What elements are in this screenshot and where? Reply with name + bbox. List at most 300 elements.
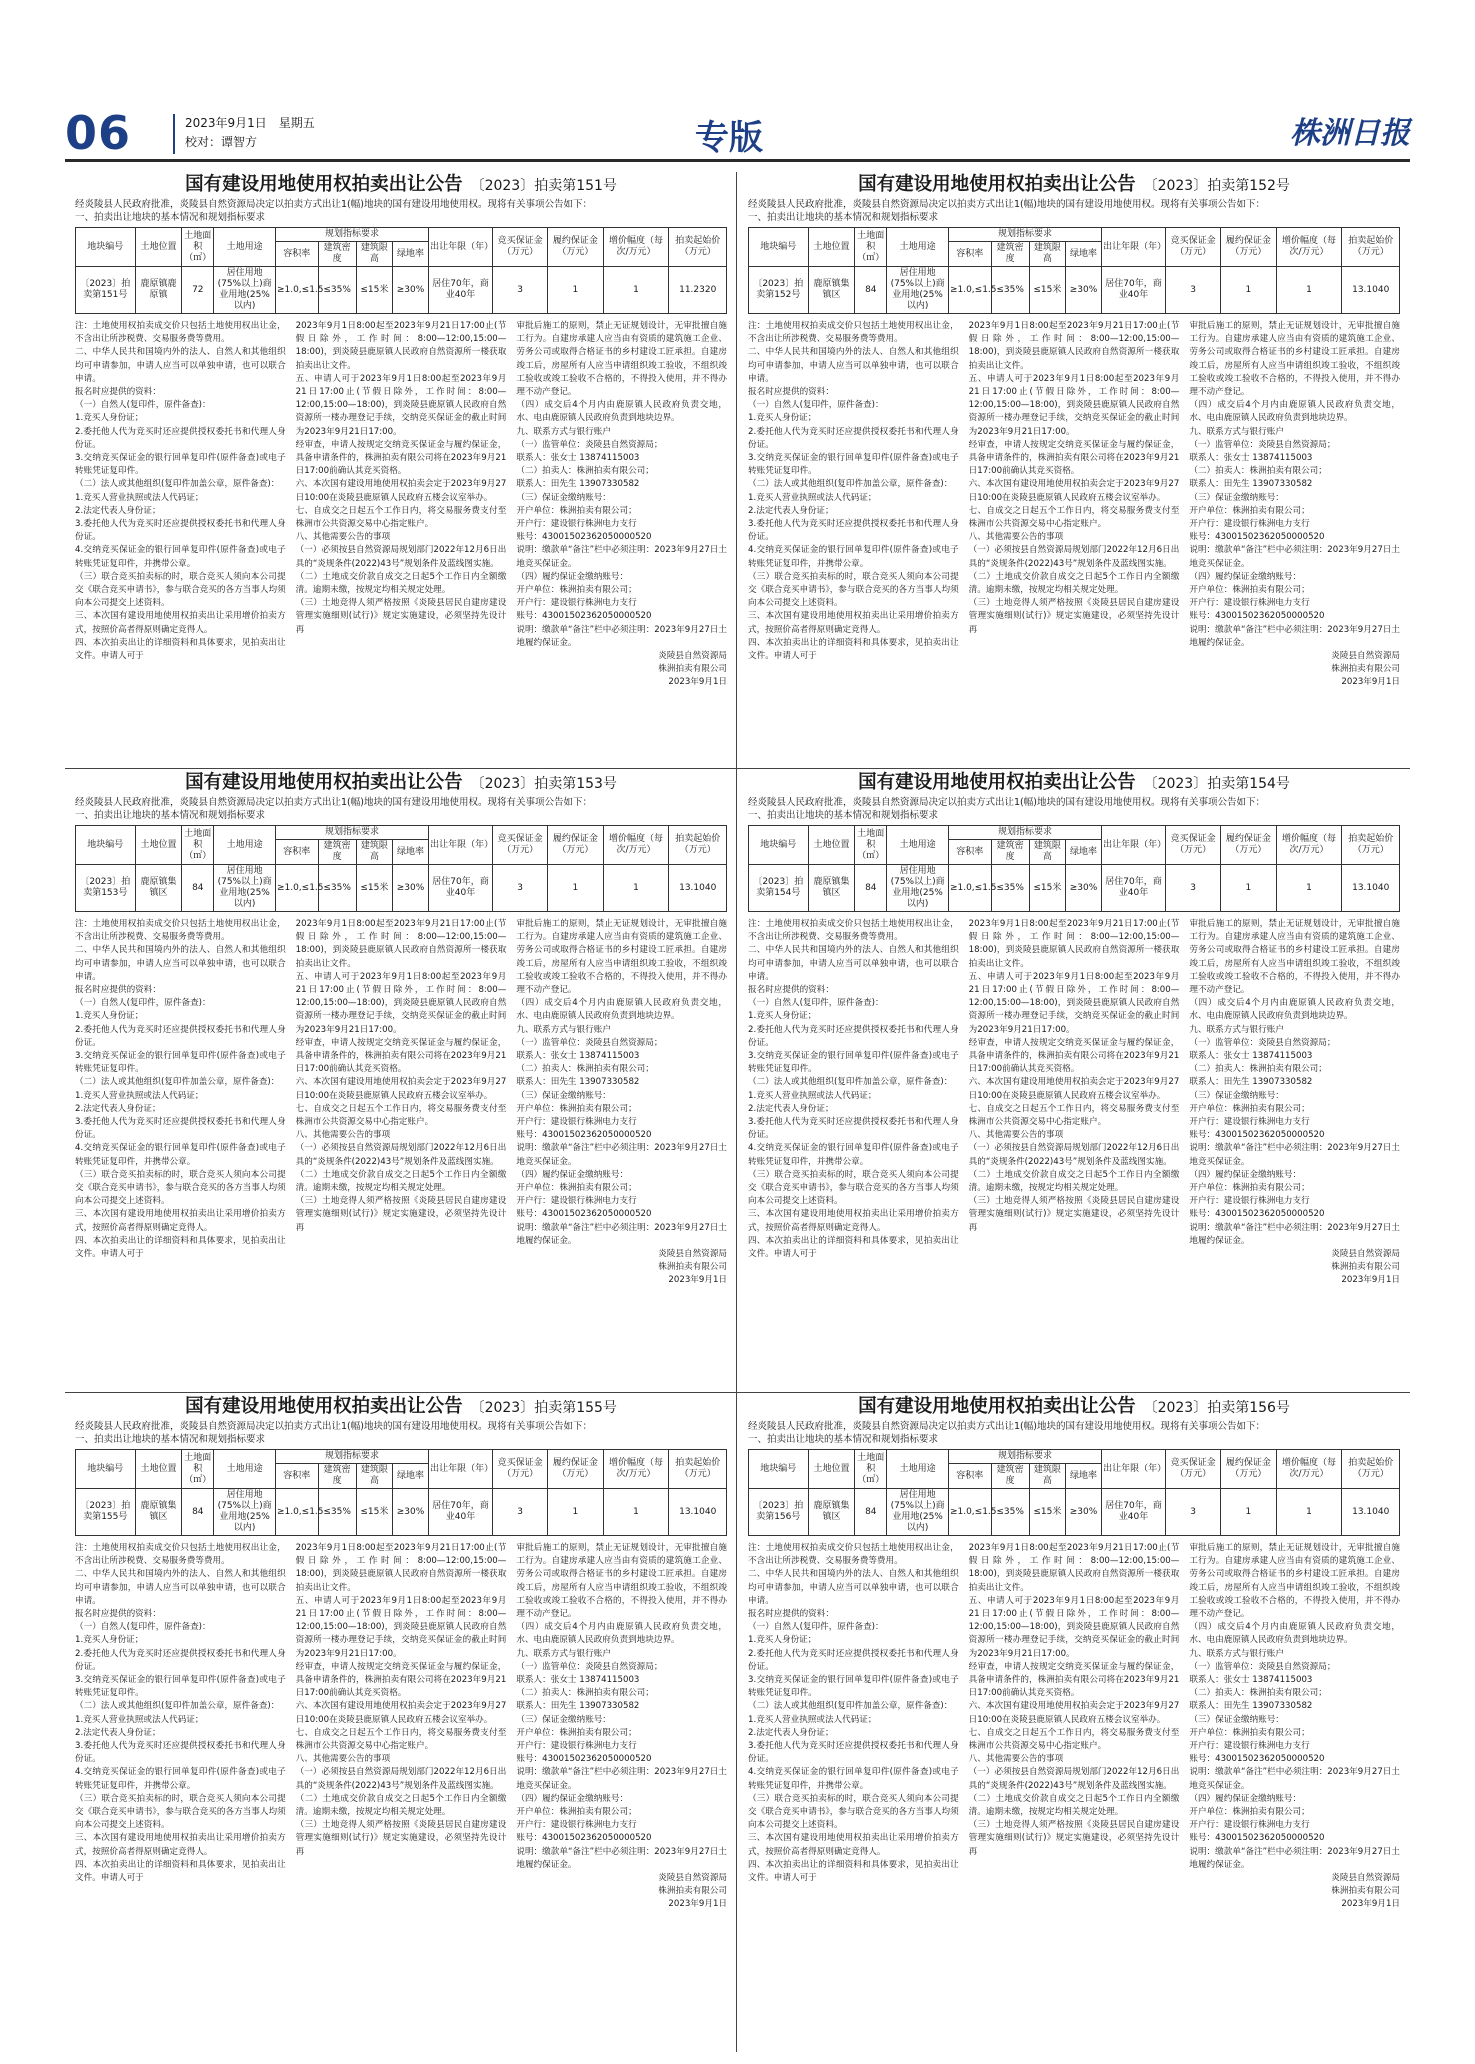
body-column	[296, 918, 507, 1342]
body-paragraph: 联系人：张女士 13874115003	[516, 1675, 640, 1686]
body-paragraph: （二）拍卖人：株洲拍卖有限公司；	[1189, 1064, 1327, 1075]
land-parcel-table	[75, 227, 727, 314]
signature-org: 株洲拍卖有限公司	[658, 664, 728, 675]
body-paragraph: （二）拍卖人：株洲拍卖有限公司；	[1189, 466, 1327, 477]
body-paragraph: （四）履约保证金缴纳账号：	[1189, 1793, 1302, 1804]
body-paragraph: 联系人：张女士 13874115003	[516, 1051, 640, 1062]
issue-date: 2023年9月1日 星期五	[185, 116, 315, 130]
body-paragraph: （四）成交后4个月内由鹿原镇人民政府负责交地，水、电由鹿原镇人民政府负责到地块边界。	[516, 400, 728, 424]
table-row	[749, 865, 1400, 912]
table-header-cell: 土地位置	[135, 228, 182, 267]
table-header-cell: 拍卖起始价（万元）	[669, 826, 727, 865]
body-paragraph: 报名时应提供的资料：	[75, 387, 161, 398]
notice-section-heading: 一、拍卖出让地块的基本情况和规划指标要求	[75, 212, 266, 223]
table-cell: 〔2023〕拍卖第151号	[76, 267, 136, 314]
table-cell: 1	[1221, 267, 1276, 314]
table-header-cell: 绿地率	[392, 242, 428, 267]
body-paragraph: 开户单位：株洲拍卖有限公司；	[1189, 585, 1310, 596]
body-column	[296, 320, 507, 744]
signature-org: 炎陵县自然资源局	[658, 1873, 728, 1884]
body-paragraph: 开户行：建设银行株洲电力支行	[1189, 1196, 1310, 1207]
table-header-cell: 拍卖起始价（万元）	[1342, 228, 1400, 267]
body-paragraph: 开户行：建设银行株洲电力支行	[516, 598, 637, 609]
body-paragraph: 二、中华人民共和国境内外的法人、自然人和其他组织均可申请参加，申请人应当可以单独申请，也可以联合申请。	[748, 945, 959, 982]
signature-org: 株洲拍卖有限公司	[1331, 1886, 1401, 1897]
proofreader: 校对：谭智方	[185, 135, 258, 149]
table-cell: ≥1.0,≤1.5	[948, 1489, 991, 1536]
body-paragraph: 账号：43001502362050000520	[1189, 1209, 1325, 1220]
table-header-cell: 出让年限（年）	[1102, 228, 1166, 267]
body-paragraph: 三、本次国有建设用地使用权拍卖出让采用增价拍卖方式，按照价高者得原则确定竞得人。	[75, 1209, 286, 1233]
table-cell: 13.1040	[1342, 1489, 1400, 1536]
body-paragraph: 3.交纳竞买保证金的银行回单复印件(原件备查)或电子转账凭证复印件。	[748, 1675, 959, 1699]
body-paragraph: （四）成交后4个月内由鹿原镇人民政府负责交地，水、电由鹿原镇人民政府负责到地块边界。	[1189, 400, 1401, 424]
body-paragraph: 审批后施工的原则，禁止无证规划设计，无审批擅自施工行为。自建房承建人应当由有资质的建筑施工企业、劳务公司或取得合格证书的乡村建设工匠承担。自建房竣工后，房屋所有人应当申请组织竣工验收，不组织竣工验收或竣工验收不合格的，不得投入使用，并不得办理不动产登记。	[516, 919, 728, 996]
body-paragraph: 八、其他需要公告的事项	[968, 532, 1064, 543]
body-paragraph: （一）监管单位：炎陵县自然资源局；	[516, 1661, 663, 1672]
notice-body	[738, 314, 1410, 746]
body-paragraph: （一）必须按县自然资源局规划部门2022年12月6日出具的“炎规条件(2022)43号”规划条件及蓝线图实施。	[295, 1143, 507, 1167]
table-cell: ≤15米	[356, 267, 392, 314]
body-paragraph: 开户行：建设银行株洲电力支行	[516, 1196, 637, 1207]
table-header-cell: 竞买保证金（万元）	[1165, 228, 1220, 267]
body-paragraph: 九、联系方式与银行账户	[516, 1648, 611, 1659]
body-paragraph: （一）监管单位：炎陵县自然资源局；	[516, 439, 663, 450]
table-header-cell: 竞买保证金（万元）	[1165, 1450, 1220, 1489]
table-header-cell: 履约保证金（万元）	[1221, 228, 1276, 267]
body-paragraph: 2.委托他人代为竞买时还应提供授权委托书和代理人身份证。	[75, 1024, 286, 1048]
land-parcel-table	[748, 227, 1400, 314]
body-paragraph: 说明：缴款单“备注”栏中必须注明：2023年9月27日土地履约保证金。	[516, 624, 728, 648]
table-cell: ≥1.0,≤1.5	[275, 267, 318, 314]
table-cell: ≥1.0,≤1.5	[948, 865, 991, 912]
body-paragraph: （三）联合竞买拍卖标的时，联合竞买人须向本公司提交《联合竞买申请书》，参与联合竞买的各方当事人均须向本公司提交上述资料。	[748, 571, 959, 609]
body-paragraph: （二）土地成交价款自成交之日起5个工作日内全额缴清。逾期未缴，按规定均相关规定处理。	[968, 571, 1180, 596]
table-cell: 1	[1276, 865, 1342, 912]
body-paragraph: 经审查，申请人按规定交纳竞买保证金与履约保证金，具备申请条件的，株洲拍卖有限公司将在2023年9月21日17:00前确认其竞买资格。	[968, 1037, 1180, 1075]
body-paragraph: （三）联合竞买拍卖标的时，联合竞买人须向本公司提交《联合竞买申请书》，参与联合竞买的各方当事人均须向本公司提交上述资料。	[748, 1169, 959, 1207]
table-header-cell: 履约保证金（万元）	[548, 228, 603, 267]
body-paragraph: 七、自成交之日起五个工作日内，将交易服务费支付至株洲市公共资源交易中心指定账户。	[968, 505, 1180, 530]
body-paragraph: 账号：43001502362050000520	[516, 611, 652, 622]
table-header-cell: 容积率	[948, 242, 991, 267]
body-paragraph: 联系人：田先生 13907330582	[1189, 1701, 1313, 1712]
table-cell: 鹿原镇鹿原镇	[135, 267, 182, 314]
table-header-cell: 容积率	[948, 840, 991, 865]
table-header-cell: 绿地率	[1065, 1464, 1101, 1489]
body-paragraph: （四）成交后4个月内由鹿原镇人民政府负责交地，水、电由鹿原镇人民政府负责到地块边界。	[1189, 998, 1401, 1022]
table-header-cell: 建筑限高	[1029, 1464, 1065, 1489]
body-paragraph: 说明：缴款单“备注”栏中必须注明：2023年9月27日土地履约保证金。	[516, 1222, 728, 1246]
table-header-cell: 地块编号	[749, 1450, 809, 1489]
body-paragraph: 九、联系方式与银行账户	[1189, 1648, 1284, 1659]
table-header-cell: 土地用途	[214, 228, 276, 267]
notice-title: 国有建设用地使用权拍卖出让公告 〔2023〕拍卖第151号	[185, 174, 617, 195]
table-cell: 84	[855, 267, 887, 314]
table-header-cell: 土地面积（㎡）	[182, 228, 214, 267]
body-paragraph: 联系人：张女士 13874115003	[516, 453, 640, 464]
signature-date: 2023年9月1日	[668, 1899, 728, 1910]
table-header-cell: 出让年限（年）	[1102, 1450, 1166, 1489]
table-row	[76, 1489, 727, 1536]
body-paragraph: （四）履约保证金缴纳账号：	[516, 1169, 629, 1180]
body-paragraph: 说明：缴款单“备注”栏中必须注明：2023年9月27日土地履约保证金。	[1189, 1222, 1401, 1246]
body-paragraph: 联系人：张女士 13874115003	[1189, 453, 1313, 464]
table-header-cell: 规划指标要求	[948, 826, 1101, 840]
body-paragraph: （四）成交后4个月内由鹿原镇人民政府负责交地，水、电由鹿原镇人民政府负责到地块边界。	[1189, 1622, 1401, 1646]
table-cell: 居住用地(75%以上)商业用地(25%以内)	[214, 1489, 276, 1536]
body-paragraph: 4.交纳竞买保证金的银行回单复印件(原件备查)或电子转账凭证复印件，并携带公章。	[748, 545, 959, 569]
body-paragraph: 注：土地使用权拍卖成交价只包括土地使用权出让金，不含出让所涉税费、交易服务费等费用。	[748, 1543, 959, 1567]
signature-date: 2023年9月1日	[1341, 1275, 1401, 1286]
table-header-cell: 规划指标要求	[275, 1450, 428, 1464]
body-paragraph: 1.竞买人身份证；	[748, 1011, 817, 1022]
table-header-cell: 拍卖起始价（万元）	[669, 1450, 727, 1489]
table-cell: 1	[1276, 267, 1342, 314]
table-header-cell: 土地用途	[214, 826, 276, 865]
table-header-cell: 地块编号	[76, 1450, 136, 1489]
table-cell: ≥1.0,≤1.5	[948, 267, 991, 314]
notice-number: 〔2023〕拍卖第156号	[1143, 1400, 1290, 1416]
table-cell: ≥30%	[392, 267, 428, 314]
table-header-cell: 地块编号	[749, 826, 809, 865]
table-cell: ≤15米	[356, 865, 392, 912]
table-cell: 84	[855, 1489, 887, 1536]
body-paragraph: 开户行：建设银行株洲电力支行	[516, 1117, 637, 1128]
body-paragraph: 六、本次国有建设用地使用权拍卖会定于2023年9月27日10:00在炎陵县鹿原镇人民政府五楼会议室举办。	[968, 1077, 1180, 1101]
body-paragraph: 说明：缴款单“备注”栏中必须注明：2023年9月27日土地竞买保证金。	[1189, 545, 1401, 569]
body-paragraph: 账号：43001502362050000520	[1189, 1130, 1325, 1141]
notice-section-heading: 一、拍卖出让地块的基本情况和规划指标要求	[748, 810, 939, 821]
table-header-cell: 规划指标要求	[948, 228, 1101, 242]
notice-intro: 经炎陵县人民政府批准，炎陵县自然资源局决定以拍卖方式出让1(幅)地块的国有建设用地使用权。现将有关事项公告如下：	[748, 797, 1265, 808]
body-paragraph: （四）履约保证金缴纳账号：	[1189, 1169, 1302, 1180]
body-paragraph: （一）自然人(复印件，原件备查)：	[75, 998, 211, 1009]
body-paragraph: （二）土地成交价款自成交之日起5个工作日内全额缴清。逾期未缴，按规定均相关规定处理。	[295, 1169, 507, 1194]
body-paragraph: 3.委托他人代为竞买时还应提供授权委托书和代理人身份证。	[75, 1741, 286, 1765]
signature-org: 株洲拍卖有限公司	[1331, 1262, 1401, 1273]
table-header-cell: 履约保证金（万元）	[1221, 826, 1276, 865]
table-cell: 居住70年，商业40年	[429, 1489, 493, 1536]
table-header-cell: 增价幅度（每次/万元）	[1276, 228, 1342, 267]
table-header-cell: 土地面积（㎡）	[855, 1450, 887, 1489]
body-paragraph: （二）拍卖人：株洲拍卖有限公司；	[516, 466, 654, 477]
table-cell: 居住70年，商业40年	[429, 865, 493, 912]
land-parcel-table	[75, 825, 727, 912]
notice-title: 国有建设用地使用权拍卖出让公告 〔2023〕拍卖第156号	[858, 1396, 1290, 1417]
notice-number: 〔2023〕拍卖第155号	[470, 1400, 617, 1416]
body-paragraph: （二）法人或其他组织(复印件加盖公章，原件备查)：	[75, 479, 280, 490]
table-cell: 1	[548, 267, 603, 314]
body-paragraph: 4.交纳竞买保证金的银行回单复印件(原件备查)或电子转账凭证复印件，并携带公章。	[75, 1143, 286, 1167]
body-column	[75, 1542, 286, 1966]
masthead-divider	[173, 114, 175, 154]
body-paragraph: 开户行：建设银行株洲电力支行	[516, 1741, 637, 1752]
body-paragraph: 三、本次国有建设用地使用权拍卖出让采用增价拍卖方式，按照价高者得原则确定竞得人。	[748, 1833, 959, 1857]
body-paragraph: 1.竞买人身份证；	[75, 413, 144, 424]
body-paragraph: 开户单位：株洲拍卖有限公司；	[516, 1807, 637, 1818]
body-paragraph: 开户单位：株洲拍卖有限公司；	[1189, 505, 1310, 516]
body-paragraph: （三）联合竞买拍卖标的时，联合竞买人须向本公司提交《联合竞买申请书》，参与联合竞买的各方当事人均须向本公司提交上述资料。	[748, 1793, 959, 1831]
body-paragraph: 2.委托他人代为竞买时还应提供授权委托书和代理人身份证。	[75, 1648, 286, 1672]
body-paragraph: 二、中华人民共和国境内外的法人、自然人和其他组织均可申请参加，申请人应当可以单独申请，也可以联合申请。	[75, 945, 286, 982]
body-column	[748, 918, 959, 1342]
body-paragraph: （三）联合竞买拍卖标的时，联合竞买人须向本公司提交《联合竞买申请书》，参与联合竞买的各方当事人均须向本公司提交上述资料。	[75, 571, 286, 609]
table-cell: 居住用地(75%以上)商业用地(25%以内)	[214, 267, 276, 314]
body-paragraph: （二）法人或其他组织(复印件加盖公章，原件备查)：	[748, 479, 953, 490]
body-paragraph: 三、本次国有建设用地使用权拍卖出让采用增价拍卖方式，按照价高者得原则确定竞得人。	[748, 1209, 959, 1233]
body-paragraph: 开户行：建设银行株洲电力支行	[516, 1820, 637, 1831]
body-paragraph: 联系人：张女士 13874115003	[1189, 1051, 1313, 1062]
table-cell: 11.2320	[669, 267, 727, 314]
table-header-cell: 地块编号	[76, 228, 136, 267]
body-paragraph: 1.竞买人营业执照或法人代码证；	[748, 1714, 877, 1725]
page-number: 06	[65, 106, 132, 160]
body-paragraph: 说明：缴款单“备注”栏中必须注明：2023年9月27日土地履约保证金。	[516, 1846, 728, 1870]
table-header-cell: 土地面积（㎡）	[182, 1450, 214, 1489]
body-column	[516, 1542, 727, 1966]
table-cell: 1	[548, 1489, 603, 1536]
signature-date: 2023年9月1日	[1341, 677, 1401, 688]
table-header-cell: 绿地率	[1065, 242, 1101, 267]
body-paragraph: 开户行：建设银行株洲电力支行	[516, 519, 637, 530]
body-paragraph: 1.竞买人营业执照或法人代码证；	[75, 1090, 204, 1101]
body-column	[969, 320, 1180, 744]
table-cell: ≥30%	[1065, 865, 1101, 912]
body-paragraph: 账号：43001502362050000520	[516, 1130, 652, 1141]
notice-body	[738, 912, 1410, 1344]
notice-section-heading: 一、拍卖出让地块的基本情况和规划指标要求	[75, 1434, 266, 1445]
notice-intro: 经炎陵县人民政府批准，炎陵县自然资源局决定以拍卖方式出让1(幅)地块的国有建设用地使用权。现将有关事项公告如下：	[75, 199, 592, 210]
auction-notice	[738, 172, 1410, 757]
table-cell: ≥30%	[392, 865, 428, 912]
body-paragraph: （三）保证金缴纳账号：	[516, 1714, 611, 1725]
auction-notice	[65, 770, 737, 1355]
table-header-cell: 容积率	[275, 840, 318, 865]
body-paragraph: （一）必须按县自然资源局规划部门2022年12月6日出具的“炎规条件(2022)43号”规划条件及蓝线图实施。	[295, 1767, 507, 1791]
table-header-cell: 土地位置	[135, 826, 182, 865]
body-paragraph: 2.法定代表人身份证；	[75, 1103, 161, 1114]
table-cell: ≤15米	[1029, 865, 1065, 912]
body-paragraph: 注：土地使用权拍卖成交价只包括土地使用权出让金，不含出让所涉税费、交易服务费等费用。	[75, 1543, 286, 1567]
table-cell: ≤35%	[991, 267, 1029, 314]
body-column	[516, 918, 727, 1342]
body-paragraph: （三）保证金缴纳账号：	[1189, 1714, 1284, 1725]
body-paragraph: （三）保证金缴纳账号：	[1189, 1090, 1284, 1101]
body-paragraph: 开户行：建设银行株洲电力支行	[1189, 1741, 1310, 1752]
table-cell: 13.1040	[669, 1489, 727, 1536]
body-paragraph: 2023年9月1日8:00起至2023年9月21日17:00止(节假日除外，工作时间：8:00—12:00,15:00—18:00)，到炎陵县鹿原镇人民政府自然资源所一楼获取拍卖出让文件。	[968, 321, 1180, 371]
body-column	[1189, 1542, 1400, 1966]
body-paragraph: 开户行：建设银行株洲电力支行	[1189, 1117, 1310, 1128]
table-cell: 鹿原镇集镇区	[808, 1489, 855, 1536]
body-paragraph: 说明：缴款单“备注”栏中必须注明：2023年9月27日土地竞买保证金。	[516, 545, 728, 569]
body-paragraph: 七、自成交之日起五个工作日内，将交易服务费支付至株洲市公共资源交易中心指定账户。	[968, 1103, 1180, 1128]
table-cell: 〔2023〕拍卖第152号	[749, 267, 809, 314]
table-cell: 1	[548, 865, 603, 912]
table-cell: ≤15米	[1029, 1489, 1065, 1536]
body-paragraph: （四）履约保证金缴纳账号：	[516, 571, 629, 582]
table-cell: 84	[855, 865, 887, 912]
notice-body	[65, 1536, 737, 1968]
body-paragraph: （二）土地成交价款自成交之日起5个工作日内全额缴清。逾期未缴，按规定均相关规定处理。	[968, 1169, 1180, 1194]
table-cell: 〔2023〕拍卖第155号	[76, 1489, 136, 1536]
table-cell: 居住用地(75%以上)商业用地(25%以内)	[887, 1489, 949, 1536]
table-header-cell: 土地用途	[887, 826, 949, 865]
body-paragraph: 联系人：田先生 13907330582	[1189, 479, 1313, 490]
body-paragraph: 三、本次国有建设用地使用权拍卖出让采用增价拍卖方式，按照价高者得原则确定竞得人。	[75, 1833, 286, 1857]
body-paragraph: 3.交纳竞买保证金的银行回单复印件(原件备查)或电子转账凭证复印件。	[748, 1051, 959, 1075]
body-paragraph: 五、申请人可于2023年9月1日8:00起至2023年9月21日17:00止(节假日除外，工作时间：8:00—12:00,15:00—18:00)，到炎陵县鹿原镇人民政府自然资源所一楼办理登记手续，交纳竞买保证金的截止时间为2023年9月21日17:00。	[295, 971, 507, 1035]
body-paragraph: 3.交纳竞买保证金的银行回单复印件(原件备查)或电子转账凭证复印件。	[75, 1051, 286, 1075]
section-title: 专版	[695, 118, 763, 158]
table-cell: 居住用地(75%以上)商业用地(25%以内)	[887, 865, 949, 912]
body-paragraph: 四、本次拍卖出让的详细资料和具体要求，见拍卖出让文件。申请人可于	[75, 1235, 286, 1260]
notice-number: 〔2023〕拍卖第153号	[470, 776, 617, 792]
signature-org: 株洲拍卖有限公司	[658, 1262, 728, 1273]
body-paragraph: 4.交纳竞买保证金的银行回单复印件(原件备查)或电子转账凭证复印件，并携带公章。	[75, 1767, 286, 1791]
body-paragraph: （三）保证金缴纳账号：	[1189, 492, 1284, 503]
body-paragraph: 六、本次国有建设用地使用权拍卖会定于2023年9月27日10:00在炎陵县鹿原镇人民政府五楼会议室举办。	[295, 479, 507, 503]
table-cell: ≥30%	[392, 1489, 428, 1536]
table-cell: 13.1040	[1342, 865, 1400, 912]
body-paragraph: （一）自然人(复印件，原件备查)：	[748, 998, 884, 1009]
body-paragraph: （二）拍卖人：株洲拍卖有限公司；	[516, 1688, 654, 1699]
body-paragraph: 3.交纳竞买保证金的银行回单复印件(原件备查)或电子转账凭证复印件。	[75, 1675, 286, 1699]
table-header-cell: 建筑限高	[356, 840, 392, 865]
body-paragraph: 2023年9月1日8:00起至2023年9月21日17:00止(节假日除外，工作时间：8:00—12:00,15:00—18:00)，到炎陵县鹿原镇人民政府自然资源所一楼获取拍卖出让文件。	[295, 919, 507, 969]
row-divider	[65, 768, 1410, 769]
table-header-cell: 增价幅度（每次/万元）	[603, 1450, 669, 1489]
table-header-cell: 增价幅度（每次/万元）	[603, 826, 669, 865]
body-paragraph: （一）自然人(复印件，原件备查)：	[75, 400, 211, 411]
body-paragraph: 2.法定代表人身份证；	[748, 1103, 834, 1114]
body-paragraph: 说明：缴款单“备注”栏中必须注明：2023年9月27日土地竞买保证金。	[1189, 1767, 1401, 1791]
body-paragraph: （一）监管单位：炎陵县自然资源局；	[1189, 1661, 1336, 1672]
table-cell: ≤35%	[318, 267, 356, 314]
table-header-cell: 建筑限高	[356, 1464, 392, 1489]
table-header-cell: 竞买保证金（万元）	[492, 1450, 547, 1489]
table-header-cell: 拍卖起始价（万元）	[1342, 1450, 1400, 1489]
body-column	[969, 1542, 1180, 1966]
body-paragraph: （三）保证金缴纳账号：	[516, 492, 611, 503]
body-paragraph: 注：土地使用权拍卖成交价只包括土地使用权出让金，不含出让所涉税费、交易服务费等费用。	[75, 321, 286, 345]
table-cell: 72	[182, 267, 214, 314]
body-paragraph: 开户单位：株洲拍卖有限公司；	[516, 1103, 637, 1114]
body-paragraph: 注：土地使用权拍卖成交价只包括土地使用权出让金，不含出让所涉税费、交易服务费等费用。	[748, 919, 959, 943]
body-paragraph: 开户行：建设银行株洲电力支行	[1189, 1820, 1310, 1831]
body-column	[969, 918, 1180, 1342]
signature-date: 2023年9月1日	[668, 677, 728, 688]
body-column	[1189, 320, 1400, 744]
body-paragraph: （三）土地竞得人须严格按照《炎陵县居民自建房建设管理实施细则(试行)》规定实施建设，必须坚持先设计再	[295, 1196, 507, 1233]
table-header-cell: 土地位置	[808, 1450, 855, 1489]
table-header-cell: 竞买保证金（万元）	[492, 228, 547, 267]
body-paragraph: 3.委托他人代为竞买时还应提供授权委托书和代理人身份证。	[75, 519, 286, 543]
body-paragraph: 审批后施工的原则，禁止无证规划设计，无审批擅自施工行为。自建房承建人应当由有资质的建筑施工企业、劳务公司或取得合格证书的乡村建设工匠承担。自建房竣工后，房屋所有人应当申请组织竣工验收，不组织竣工验收或竣工验收不合格的，不得投入使用，并不得办理不动产登记。	[1189, 919, 1401, 996]
table-header-cell: 履约保证金（万元）	[548, 826, 603, 865]
body-paragraph: 九、联系方式与银行账户	[516, 1024, 611, 1035]
table-cell: 1	[1221, 865, 1276, 912]
body-paragraph: 4.交纳竞买保证金的银行回单复印件(原件备查)或电子转账凭证复印件，并携带公章。	[75, 545, 286, 569]
body-paragraph: 四、本次拍卖出让的详细资料和具体要求，见拍卖出让文件。申请人可于	[75, 637, 286, 662]
table-cell: ≤35%	[991, 1489, 1029, 1536]
body-paragraph: 开户单位：株洲拍卖有限公司；	[1189, 1103, 1310, 1114]
table-header-cell: 增价幅度（每次/万元）	[1276, 826, 1342, 865]
body-paragraph: 2.委托他人代为竞买时还应提供授权委托书和代理人身份证。	[748, 1024, 959, 1048]
body-paragraph: 1.竞买人营业执照或法人代码证；	[75, 1714, 204, 1725]
body-paragraph: 2.委托他人代为竞买时还应提供授权委托书和代理人身份证。	[748, 1648, 959, 1672]
body-paragraph: 审批后施工的原则，禁止无证规划设计，无审批擅自施工行为。自建房承建人应当由有资质的建筑施工企业、劳务公司或取得合格证书的乡村建设工匠承担。自建房竣工后，房屋所有人应当申请组织竣工验收，不组织竣工验收或竣工验收不合格的，不得投入使用，并不得办理不动产登记。	[1189, 1543, 1401, 1620]
body-paragraph: （二）法人或其他组织(复印件加盖公章，原件备查)：	[748, 1077, 953, 1088]
body-paragraph: 2.法定代表人身份证；	[748, 1727, 834, 1738]
body-paragraph: 3.交纳竞买保证金的银行回单复印件(原件备查)或电子转账凭证复印件。	[75, 453, 286, 477]
table-row	[749, 267, 1400, 314]
body-paragraph: 经审查，申请人按规定交纳竞买保证金与履约保证金，具备申请条件的，株洲拍卖有限公司将在2023年9月21日17:00前确认其竞买资格。	[295, 1661, 507, 1699]
body-paragraph: 报名时应提供的资料：	[75, 985, 161, 996]
body-paragraph: （四）成交后4个月内由鹿原镇人民政府负责交地，水、电由鹿原镇人民政府负责到地块边界。	[516, 1622, 728, 1646]
body-paragraph: 报名时应提供的资料：	[748, 387, 834, 398]
body-paragraph: 说明：缴款单“备注”栏中必须注明：2023年9月27日土地竞买保证金。	[1189, 1143, 1401, 1167]
body-paragraph: 1.竞买人营业执照或法人代码证；	[75, 492, 204, 503]
body-paragraph: 联系人：田先生 13907330582	[1189, 1077, 1313, 1088]
body-paragraph: 注：土地使用权拍卖成交价只包括土地使用权出让金，不含出让所涉税费、交易服务费等费用。	[748, 321, 959, 345]
body-paragraph: 开户单位：株洲拍卖有限公司；	[516, 505, 637, 516]
body-paragraph: 九、联系方式与银行账户	[1189, 1024, 1284, 1035]
table-header-cell: 建筑密度	[318, 1464, 356, 1489]
body-paragraph: （一）必须按县自然资源局规划部门2022年12月6日出具的“炎规条件(2022)43号”规划条件及蓝线图实施。	[295, 545, 507, 569]
table-header-cell: 土地位置	[808, 826, 855, 865]
notice-number: 〔2023〕拍卖第151号	[470, 178, 617, 194]
body-paragraph: 五、申请人可于2023年9月1日8:00起至2023年9月21日17:00止(节假日除外，工作时间：8:00—12:00,15:00—18:00)，到炎陵县鹿原镇人民政府自然资源所一楼办理登记手续，交纳竞买保证金的截止时间为2023年9月21日17:00。	[295, 1595, 507, 1659]
table-header-cell: 土地面积（㎡）	[855, 228, 887, 267]
body-paragraph: 账号：43001502362050000520	[1189, 1833, 1325, 1844]
body-paragraph: 八、其他需要公告的事项	[295, 532, 391, 543]
signature-date: 2023年9月1日	[1341, 1899, 1401, 1910]
body-paragraph: 九、联系方式与银行账户	[1189, 426, 1284, 437]
body-paragraph: 七、自成交之日起五个工作日内，将交易服务费支付至株洲市公共资源交易中心指定账户。	[295, 1727, 507, 1752]
body-paragraph: 账号：43001502362050000520	[1189, 1754, 1325, 1765]
body-paragraph: 经审查，申请人按规定交纳竞买保证金与履约保证金，具备申请条件的，株洲拍卖有限公司将在2023年9月21日17:00前确认其竞买资格。	[295, 439, 507, 477]
table-header-cell: 竞买保证金（万元）	[1165, 826, 1220, 865]
body-paragraph: 2023年9月1日8:00起至2023年9月21日17:00止(节假日除外，工作时间：8:00—12:00,15:00—18:00)，到炎陵县鹿原镇人民政府自然资源所一楼获取拍卖出让文件。	[968, 1543, 1180, 1593]
body-paragraph: 七、自成交之日起五个工作日内，将交易服务费支付至株洲市公共资源交易中心指定账户。	[295, 505, 507, 530]
body-paragraph: 1.竞买人身份证；	[75, 1011, 144, 1022]
table-cell: ≥30%	[1065, 267, 1101, 314]
table-cell: 居住70年，商业40年	[429, 267, 493, 314]
masthead	[65, 104, 1410, 162]
body-paragraph: （四）成交后4个月内由鹿原镇人民政府负责交地，水、电由鹿原镇人民政府负责到地块边界。	[516, 998, 728, 1022]
body-paragraph: 二、中华人民共和国境内外的法人、自然人和其他组织均可申请参加，申请人应当可以单独申请，也可以联合申请。	[748, 1569, 959, 1606]
table-header-cell: 建筑限高	[356, 242, 392, 267]
body-paragraph: 说明：缴款单“备注”栏中必须注明：2023年9月27日土地履约保证金。	[1189, 624, 1401, 648]
table-header-cell: 土地面积（㎡）	[855, 826, 887, 865]
table-header-cell: 绿地率	[1065, 840, 1101, 865]
body-paragraph: 3.委托他人代为竞买时还应提供授权委托书和代理人身份证。	[748, 1741, 959, 1765]
body-paragraph: 六、本次国有建设用地使用权拍卖会定于2023年9月27日10:00在炎陵县鹿原镇人民政府五楼会议室举办。	[295, 1077, 507, 1101]
signature-date: 2023年9月1日	[668, 1275, 728, 1286]
body-paragraph: 账号：43001502362050000520	[516, 1754, 652, 1765]
body-paragraph: 八、其他需要公告的事项	[295, 1130, 391, 1141]
notice-body	[65, 314, 737, 746]
land-parcel-table	[748, 1449, 1400, 1536]
body-paragraph: 经审查，申请人按规定交纳竞买保证金与履约保证金，具备申请条件的，株洲拍卖有限公司将在2023年9月21日17:00前确认其竞买资格。	[968, 439, 1180, 477]
table-cell: 居住用地(75%以上)商业用地(25%以内)	[214, 865, 276, 912]
body-paragraph: 四、本次拍卖出让的详细资料和具体要求，见拍卖出让文件。申请人可于	[748, 1859, 959, 1884]
table-cell: 〔2023〕拍卖第154号	[749, 865, 809, 912]
body-paragraph: （三）保证金缴纳账号：	[516, 1090, 611, 1101]
table-header-cell: 建筑密度	[991, 1464, 1029, 1489]
